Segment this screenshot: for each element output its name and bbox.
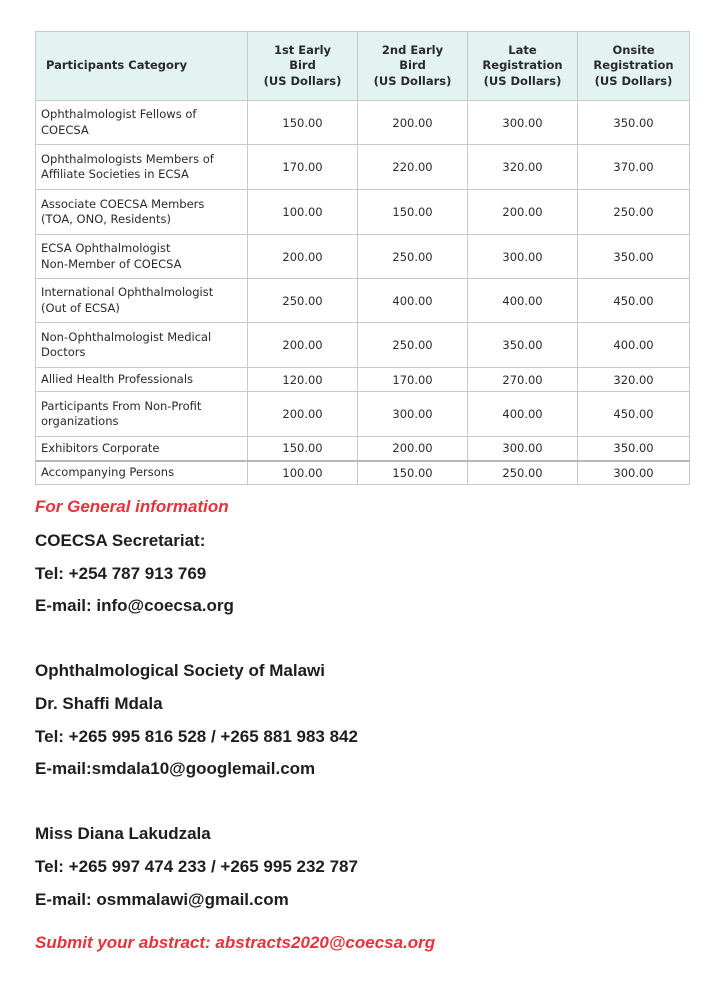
table-row: [36, 461, 690, 485]
category-line: (TOA, ONO, Residents): [41, 212, 171, 226]
category-line: Ophthalmologists Members of: [41, 151, 214, 166]
category-line: organizations: [41, 414, 119, 428]
fee-1st-early-bird: 120.00: [248, 368, 358, 392]
category-line: (Out of ECSA): [41, 300, 120, 315]
general-information-heading: For General information: [35, 497, 229, 516]
fee-1st-early-bird: 200.00: [248, 323, 358, 368]
category-cell: [36, 279, 248, 323]
category-cell: [36, 437, 248, 461]
fee-onsite-registration: 350.00: [578, 235, 690, 279]
fee-late-registration: 400.00: [468, 392, 578, 437]
fee-late-registration: 300.00: [468, 235, 578, 279]
fee-1st-early-bird: 250.00: [248, 279, 358, 323]
society-email: E-mail:smdala10@googlemail.com: [35, 759, 316, 778]
fee-1st-early-bird: 100.00: [248, 190, 358, 235]
society-contact-person: Dr. Shaffi Mdala: [35, 694, 163, 713]
fee-1st-early-bird: 200.00: [248, 235, 358, 279]
category-line: COECSA: [41, 122, 89, 137]
table-row: [36, 101, 690, 145]
category-cell: [36, 392, 248, 437]
category-cell: [36, 368, 248, 392]
fee-late-registration: 250.00: [468, 461, 578, 485]
fee-2nd-early-bird: 400.00: [358, 279, 468, 323]
category-line: International Ophthalmologist: [41, 285, 214, 300]
table-row: [36, 235, 690, 279]
header-onsite-registration: [578, 32, 690, 101]
category-line: Allied Health Professionals: [41, 371, 194, 386]
fee-2nd-early-bird: 250.00: [358, 323, 468, 368]
fee-late-registration: 300.00: [468, 437, 578, 461]
fee-onsite-registration: 350.00: [578, 437, 690, 461]
fee-2nd-early-bird: 170.00: [358, 368, 468, 392]
fee-late-registration: 400.00: [468, 279, 578, 323]
secretariat-name: COECSA Secretariat:: [35, 531, 206, 550]
header-line: (US Dollars): [373, 73, 452, 88]
second-contact-person: Miss Diana Lakudzala: [35, 824, 211, 843]
header-line: Bird: [289, 58, 316, 73]
fee-2nd-early-bird: 220.00: [358, 145, 468, 190]
table-header-row: [36, 32, 690, 101]
category-line: Associate COECSA Members: [41, 196, 205, 211]
category-cell: [36, 101, 248, 145]
category-line: Doctors: [41, 345, 86, 359]
category-line: Exhibitors Corporate: [41, 440, 160, 455]
header-line: Late: [508, 42, 537, 57]
fee-2nd-early-bird: 200.00: [358, 101, 468, 145]
table-row: [36, 279, 690, 323]
fee-1st-early-bird: 170.00: [248, 145, 358, 190]
header-late-registration: [468, 32, 578, 101]
fee-late-registration: 350.00: [468, 323, 578, 368]
table-row: [36, 190, 690, 235]
header-line: Registration: [593, 58, 674, 73]
fee-onsite-registration: 320.00: [578, 368, 690, 392]
submit-abstract-line: Submit your abstract: abstracts2020@coecsa.org: [35, 933, 436, 952]
category-line: Non-Ophthalmologist Medical: [41, 329, 212, 344]
header-line: Registration: [482, 58, 563, 73]
table-row: [36, 392, 690, 437]
table-row: [36, 437, 690, 461]
category-line: Participants From Non-Profit: [41, 398, 202, 413]
header-line: 2nd Early: [381, 42, 444, 57]
header-line: Onsite: [612, 42, 655, 57]
category-line: ECSA Ophthalmologist: [41, 241, 171, 256]
secretariat-tel: Tel: +254 787 913 769: [35, 564, 207, 583]
category-cell: [36, 323, 248, 368]
fee-late-registration: 270.00: [468, 368, 578, 392]
header-line: Bird: [399, 58, 426, 73]
header-2nd-early-bird: [358, 32, 468, 101]
fee-2nd-early-bird: 150.00: [358, 461, 468, 485]
society-name: Ophthalmological Society of Malawi: [35, 661, 325, 680]
category-cell: [36, 145, 248, 190]
fee-1st-early-bird: 150.00: [248, 437, 358, 461]
category-line: Affiliate Societies in ECSA: [41, 167, 189, 181]
fee-2nd-early-bird: 200.00: [358, 437, 468, 461]
table-row: [36, 323, 690, 368]
registration-fees-table: [35, 31, 690, 485]
fee-2nd-early-bird: 150.00: [358, 190, 468, 235]
fee-1st-early-bird: 150.00: [248, 101, 358, 145]
category-line: Non-Member of COECSA: [41, 256, 182, 271]
header-line: (US Dollars): [483, 73, 562, 88]
table-row: [36, 145, 690, 190]
society-tel: Tel: +265 995 816 528 / +265 881 983 842: [35, 727, 358, 746]
fee-onsite-registration: 450.00: [578, 279, 690, 323]
fee-late-registration: 320.00: [468, 145, 578, 190]
second-contact-tel: Tel: +265 997 474 233 / +265 995 232 787: [35, 857, 358, 876]
second-contact-email: E-mail: osmmalawi@gmail.com: [35, 890, 289, 909]
fee-2nd-early-bird: 300.00: [358, 392, 468, 437]
fee-2nd-early-bird: 250.00: [358, 235, 468, 279]
fee-onsite-registration: 370.00: [578, 145, 690, 190]
fee-1st-early-bird: 100.00: [248, 461, 358, 485]
header-line: (US Dollars): [594, 73, 673, 88]
fee-onsite-registration: 250.00: [578, 190, 690, 235]
fee-onsite-registration: 400.00: [578, 323, 690, 368]
fee-onsite-registration: 450.00: [578, 392, 690, 437]
header-line: (US Dollars): [263, 73, 342, 88]
fee-1st-early-bird: 200.00: [248, 392, 358, 437]
table-row: [36, 368, 690, 392]
secretariat-email: E-mail: info@coecsa.org: [35, 596, 234, 615]
category-line: Accompanying Persons: [41, 465, 175, 480]
header-line: 1st Early: [273, 42, 332, 57]
category-cell: [36, 190, 248, 235]
header-1st-early-bird: [248, 32, 358, 101]
fee-late-registration: 200.00: [468, 190, 578, 235]
category-line: Ophthalmologist Fellows of: [41, 107, 197, 122]
fee-onsite-registration: 350.00: [578, 101, 690, 145]
fee-late-registration: 300.00: [468, 101, 578, 145]
fee-onsite-registration: 300.00: [578, 461, 690, 485]
category-cell: [36, 235, 248, 279]
header-participants-category: Participants Category: [36, 32, 248, 101]
category-cell: [36, 461, 248, 485]
